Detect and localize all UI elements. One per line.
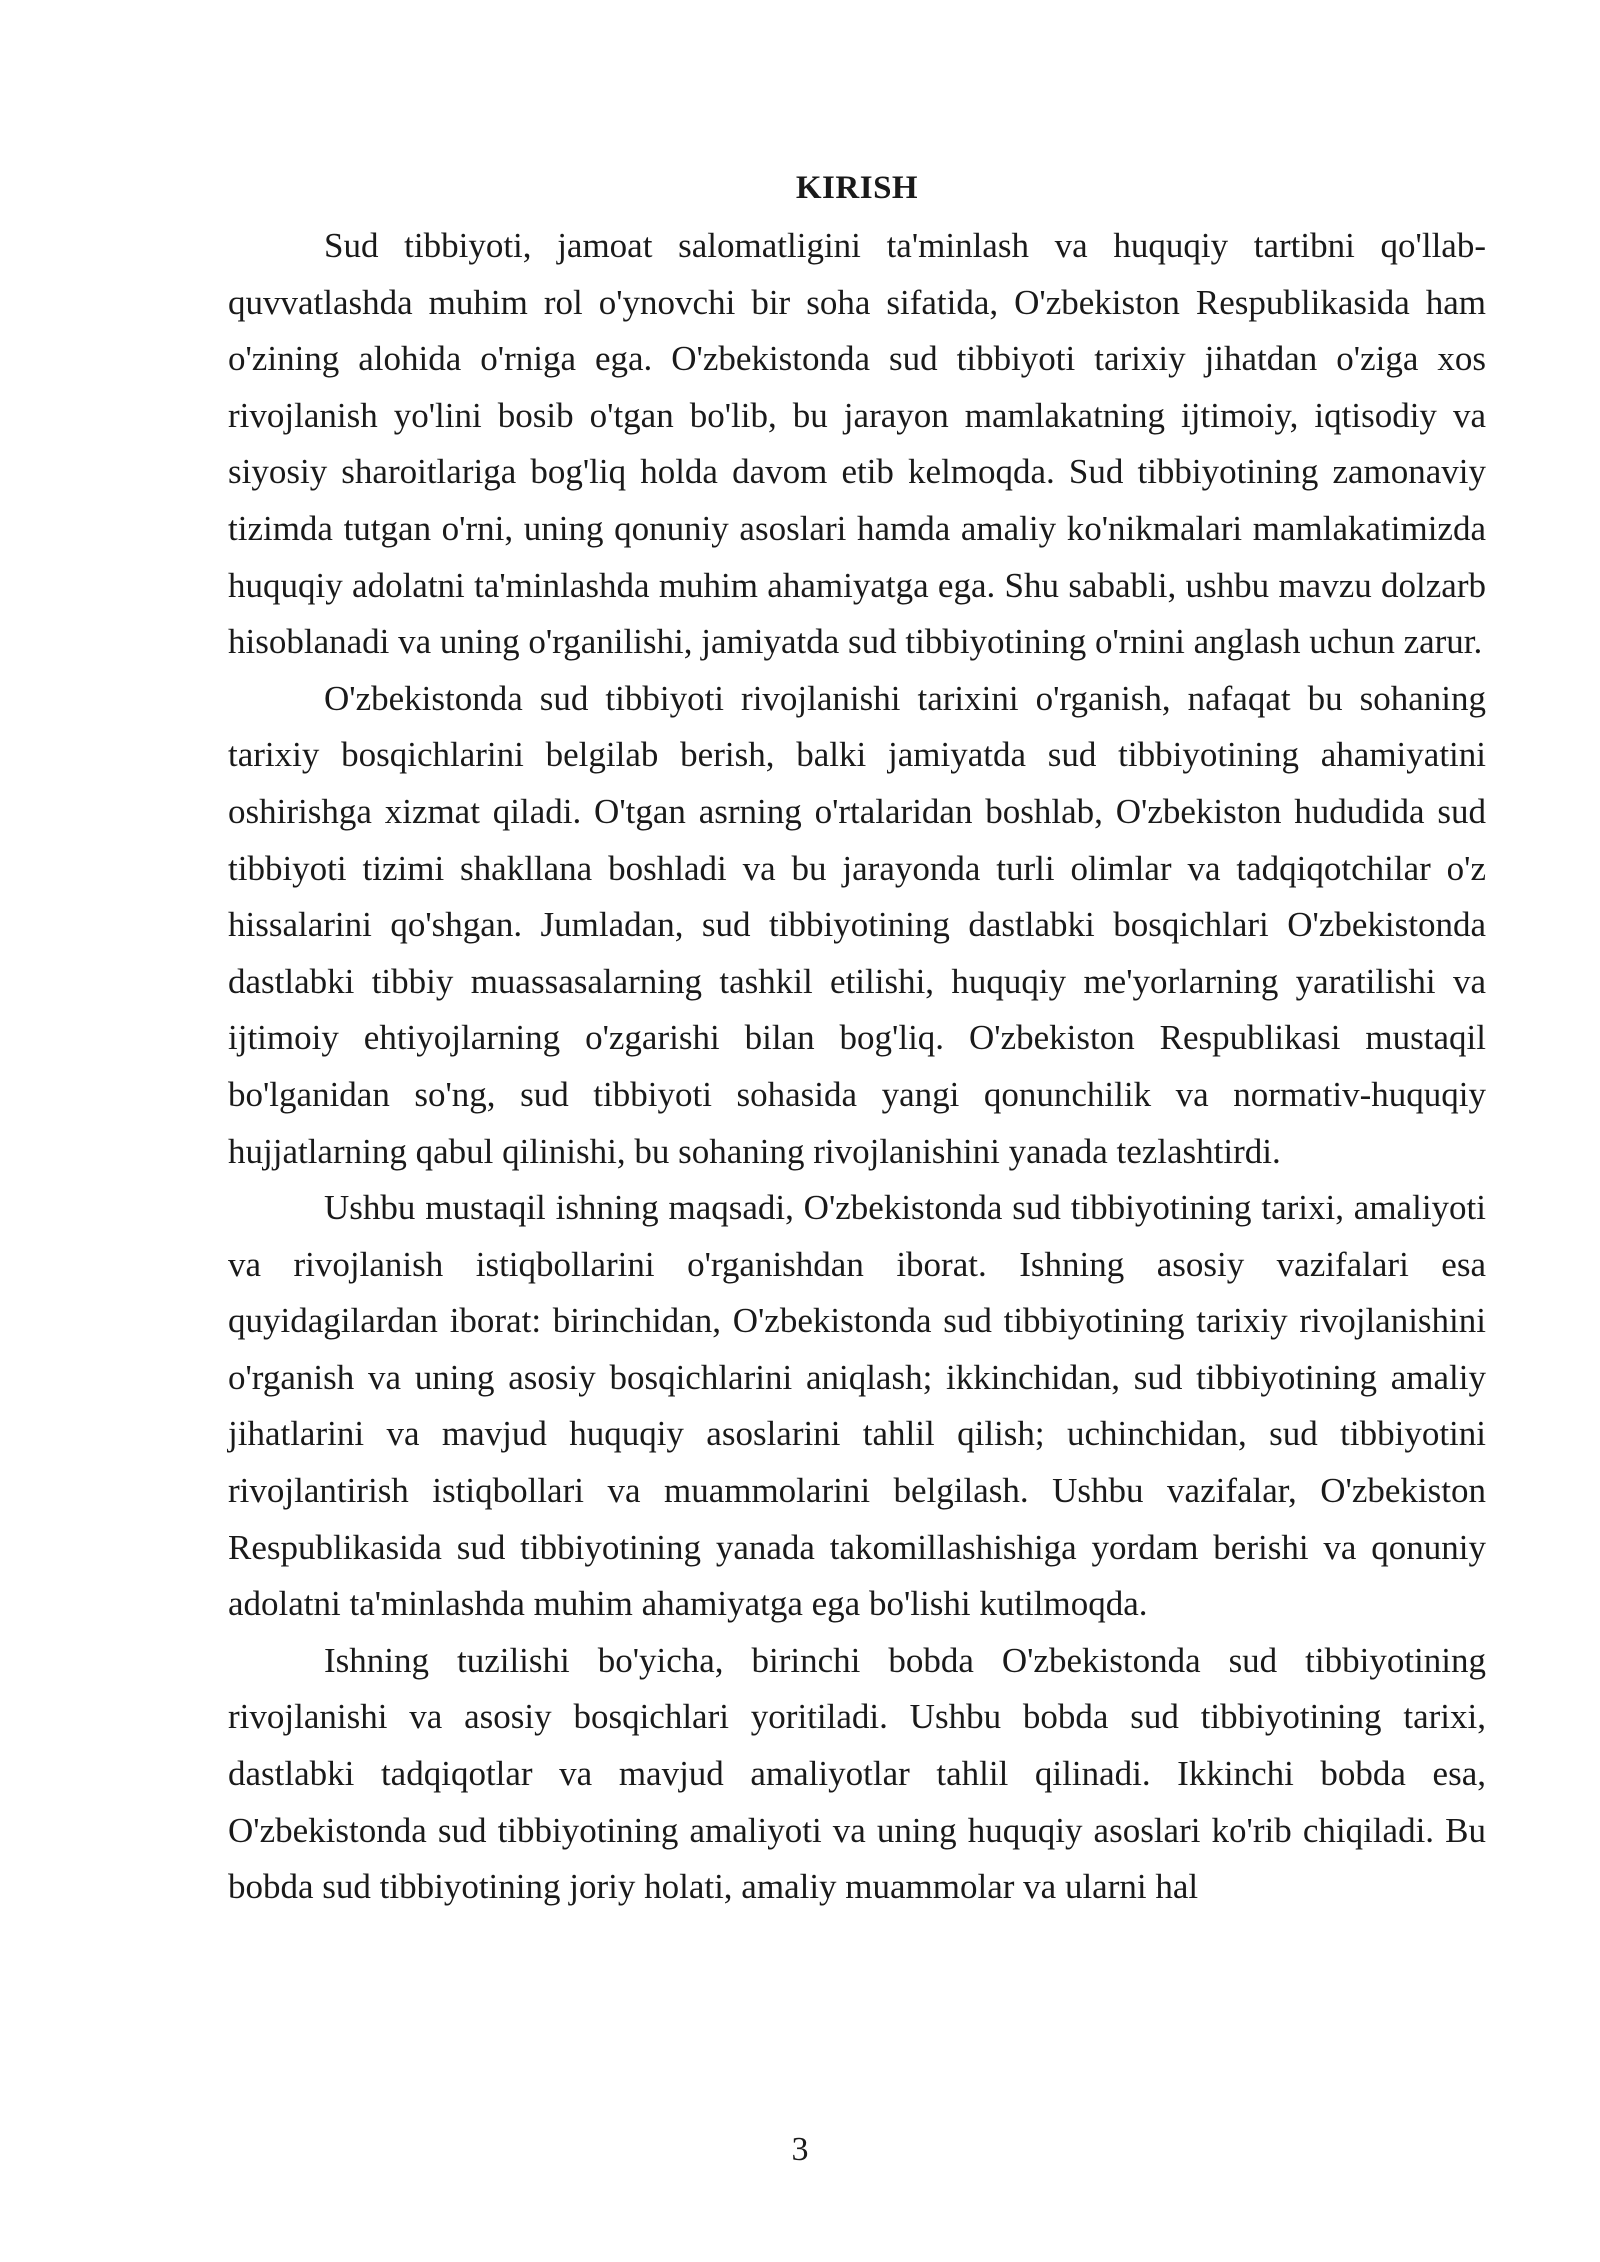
page-number: 3 — [791, 2131, 809, 2168]
section-title: KIRISH — [795, 170, 919, 206]
paragraph-2: O'zbekistonda sud tibbiyoti rivojlanishi tarixini o'rganish, nafaqat bu sohaning tarixiy bosqichlarini belgilab berish, balki jamiyatda sud tibbiyotining ahamiyatini oshirishga xizmat qiladi. O'tgan asrning o'rtalaridan boshlab, O'zbekiston hududida sud tibbiyoti tizimi shakllana boshladi va bu jarayonda turli olimlar va tadqiqotchilar o'z hissalarini qo'shgan. Jumladan, sud tibbiyotining dastlabki bosqichlari O'zbekistonda dastlabki tibbiy muassasalarning tashkil etilishi, huquqiy me'yorlarning yaratilishi va ijtimoiy ehtiyojlarning o'zgarishi bilan bog'liq. O'zbekiston Respublikasi mustaqil bo'lganidan so'ng, sud tibbiyoti sohasida yangi qonunchilik va normativ-huquqiy hujjatlarning qabul qilinishi, bu sohaning rivojlanishini yanada tezlashtirdi. — [228, 678, 1486, 1171]
paragraph-4: Ishning tuzilishi bo'yicha, birinchi bobda O'zbekistonda sud tibbiyotining rivojlanishi va asosiy bosqichlari yoritiladi. Ushbu bobda sud tibbiyotining tarixi, dastlabki tadqiqotlar va mavjud amaliyotlar tahlil qilinadi. Ikkinchi bobda esa, O'zbekistonda sud tibbiyotining amaliyoti va uning huquqiy asoslari ko'rib chiqiladi. Bu bobda sud tibbiyotining joriy holati, amaliy muammolar va ularni hal — [228, 1640, 1486, 1907]
paragraph-3: Ushbu mustaqil ishning maqsadi, O'zbekistonda sud tibbiyotining tarixi, amaliyoti va rivojlanish istiqbollarini o'rganishdan iborat. Ishning asosiy vazifalari esa quyidagilardan iborat: birinchidan, O'zbekistonda sud tibbiyotining tarixiy rivojlanishini o'rganish va uning asosiy bosqichlarini aniqlash; ikkinchidan, sud tibbiyotining amaliy jihatlarini va mavjud huquqiy asoslarini tahlil qilish; uchinchidan, sud tibbiyotini rivojlantirish istiqbollari va muammolarini belgilash. Ushbu vazifalar, O'zbekiston Respublikasida sud tibbiyotining yanada takomillashishiga yordam berishi va qonuniy adolatni ta'minlashda muhim ahamiyatga ega bo'lishi kutilmoqda. — [228, 1188, 1486, 1624]
paragraph-1: Sud tibbiyoti, jamoat salomatligini ta'minlash va huquqiy tartibni qo'llab-quvvatlashda muhim rol o'ynovchi bir soha sifatida, O'zbekiston Respublikasida ham o'zining alohida o'rniga ega. O'zbekistonda sud tibbiyoti tarixiy jihatdan o'ziga xos rivojlanish yo'lini bosib o'tgan bo'lib, bu jarayon mamlakatning ijtimoiy, iqtisodiy va siyosiy sharoitlariga bog'liq holda davom etib kelmoqda. Sud tibbiyotining zamonaviy tizimda tutgan o'rni, uning qonuniy asoslari hamda amaliy ko'nikmalari mamlakatimizda huquqiy adolatni ta'minlashda muhim ahamiyatga ega. Shu sababli, ushbu mavzu dolzarb hisoblanadi va uning o'rganilishi, jamiyatda sud tibbiyotining o'rnini anglash uchun zarur. — [228, 226, 1486, 662]
page-content — [228, 160, 1486, 1916]
